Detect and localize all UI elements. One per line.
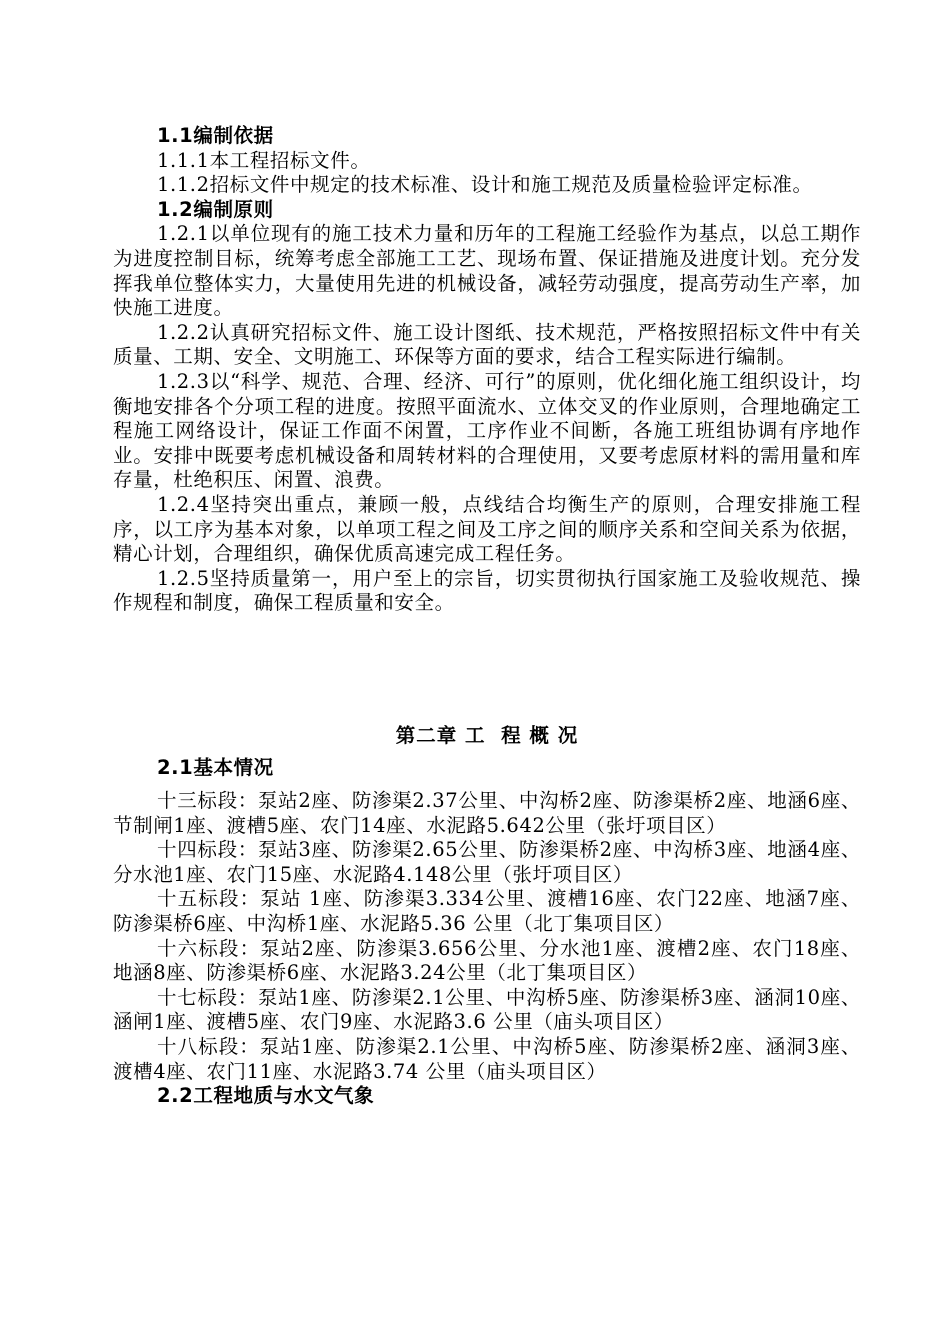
paragraph-2-1-17: 十七标段：泵站1座、防渗渠2.1公里、中沟桥5座、防渗渠桥3座、涵洞10座、涵闸1座、渡槽5座、农门9座、水泥路3.6 公里（庙头项目区） — [113, 985, 861, 1034]
section-heading-1-1: 1.1编制依据 — [157, 124, 274, 147]
paragraph-1-2-5: 1.2.5坚持质量第一，用户至上的宗旨，切实贯彻执行国家施工及验收规范、操作规程和制度，确保工程质量和安全。 — [113, 566, 861, 615]
heading-gap — [113, 781, 861, 789]
paragraph-1-2-1: 1.2.1以单位现有的施工技术力量和历年的工程施工经验作为基点，以总工期作为进度控制目标，统筹考虑全部施工工艺、现场布置、保证措施及进度计划。充分发挥我单位整体实力，大量使用先进的机械设备，减轻劳动强度，提高劳动生产率，加快施工进度。 — [113, 222, 861, 320]
section-heading-2-2: 2.2工程地质与水文气象 — [157, 1084, 375, 1108]
paragraph-2-1-15: 十五标段：泵站 1座、防渗渠3.334公里、渡槽16座、农门22座、地涵7座、防渗渠桥6座、中沟桥1座、水泥路5.36 公里（北丁集项目区） — [113, 887, 861, 936]
document-page — [113, 124, 861, 1109]
paragraph-2-1-16: 十六标段：泵站2座、防渗渠3.656公里、分水池1座、渡槽2座、农门18座、地涵8座、防渗渠桥6座、水泥路3.24公里（北丁集项目区） — [113, 936, 861, 985]
section-heading-2-1: 2.1基本情况 — [157, 756, 274, 780]
section-gap — [113, 616, 861, 724]
paragraph-1-2-4: 1.2.4坚持突出重点，兼顾一般，点线结合均衡生产的原则，合理安排施工程序，以工序为基本对象，以单项工程之间及工序之间的顺序关系和空间关系为依据，精心计划，合理组织，确保优质高速完成工程任务。 — [113, 492, 861, 566]
section-heading-1-2: 1.2编制原则 — [157, 197, 274, 221]
paragraph-1-2-3: 1.2.3以“科学、规范、合理、经济、可行”的原则，优化细化施工组织设计，均衡地安排各个分项工程的进度。按照平面流水、立体交叉的作业原则，合理地确定工程施工网络设计，保证工作面不闲置，工序作业不间断，各施工班组协调有序地作业。安排中既要考虑机械设备和周转材料的合理使用，又要考虑原材料的需用量和库存量，杜绝积压、闲置、浪费。 — [113, 369, 861, 492]
paragraph-2-1-13: 十三标段：泵站2座、防渗渠2.37公里、中沟桥2座、防渗渠桥2座、地涵6座、节制闸1座、渡槽5座、农门14座、水泥路5.642公里（张圩项目区） — [113, 789, 861, 837]
paragraph-2-1-18: 十八标段：泵站1座、防渗渠2.1公里、中沟桥5座、防渗渠桥2座、涵洞3座、渡槽4座、农门11座、水泥路3.74 公里（庙头项目区） — [113, 1035, 861, 1083]
paragraph-1-1-1: 1.1.1本工程招标文件。 — [157, 148, 371, 172]
paragraph-2-1-14: 十四标段：泵站3座、防渗渠2.65公里、防渗渠桥2座、中沟桥3座、地涵4座、分水池1座、农门15座、水泥路4.148公里（张圩项目区） — [113, 838, 861, 886]
paragraph-1-2-2: 1.2.2认真研究招标文件、施工设计图纸、技术规范，严格按照招标文件中有关质量、工期、安全、文明施工、环保等方面的要求，结合工程实际进行编制。 — [113, 320, 861, 369]
paragraph-1-1-2: 1.1.2招标文件中规定的技术标准、设计和施工规范及质量检验评定标准。 — [157, 173, 813, 197]
chapter-title: 第二章 工 程 概 况 — [395, 723, 579, 747]
chapter-gap — [113, 748, 861, 756]
